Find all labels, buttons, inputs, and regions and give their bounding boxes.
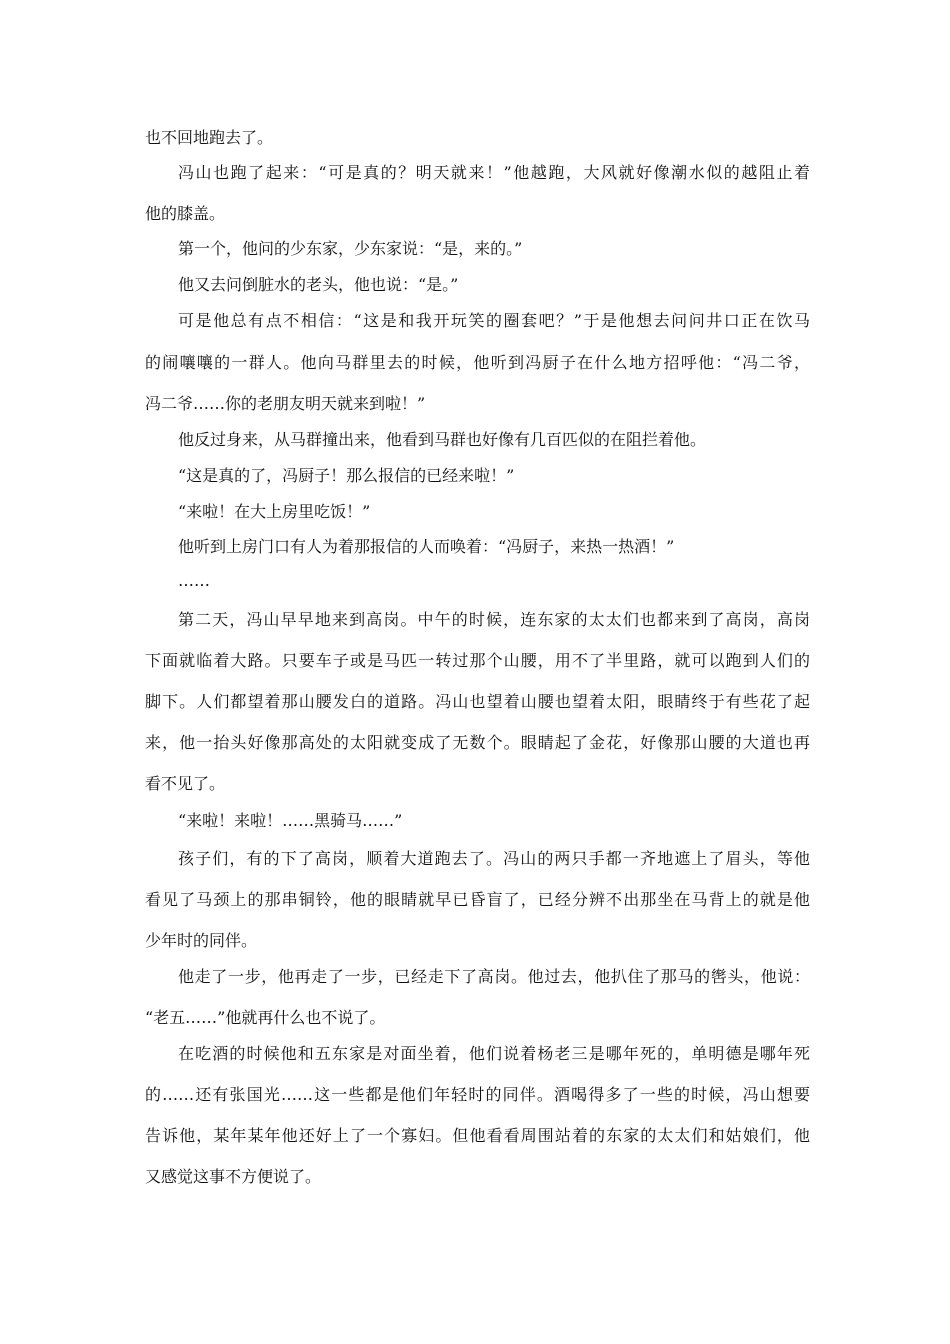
text-line: 来，他一抬头好像那高处的太阳就变成了无数个。眼睛起了金花，好像那山腰的大道也再 xyxy=(145,733,810,752)
text-line: 又感觉这事不方便说了。 xyxy=(145,1167,322,1186)
text-line: 孩子们，有的下了高岗，顺着大道跑去了。冯山的两只手都一齐地遮上了眉头，等他 xyxy=(178,849,810,868)
text-line: 他走了一步，他再走了一步，已经走下了高岗。他过去，他扒住了那马的辔头，他说： xyxy=(178,967,810,986)
text-line: 可是他总有点不相信：“这是和我开玩笑的圈套吧？”于是他想去问问井口正在饮马 xyxy=(178,311,810,330)
text-line: 第一个，他问的少东家，少东家说：“是，来的。” xyxy=(178,239,523,258)
text-line: 在吃酒的时候他和五东家是对面坐着，他们说着杨老三是哪年死的，单明德是哪年死 xyxy=(178,1044,810,1063)
text-line: 的闹嚷嚷的一群人。他向马群里去的时候，他听到冯厨子在什么地方招呼他：“冯二爷， xyxy=(145,353,810,372)
text-line: 脚下。人们都望着那山腰发白的道路。冯山也望着山腰也望着太阳，眼睛终于有些花了起 xyxy=(145,692,810,711)
text-line: 也不回地跑去了。 xyxy=(145,128,274,147)
text-line: 冯山也跑了起来：“可是真的？明天就来！”他越跑，大风就好像潮水似的越阻止着 xyxy=(178,163,810,182)
text-line: 看不见了。 xyxy=(145,774,226,793)
text-line: “来啦！来啦！……黑骑马……” xyxy=(178,811,403,830)
text-line: 少年时的同伴。 xyxy=(145,931,258,950)
text-line: 下面就临着大路。只要车子或是马匹一转过那个山腰，用不了半里路，就可以跑到人们的 xyxy=(145,651,810,670)
text-line: …… xyxy=(178,571,210,590)
text-line: 第二天，冯山早早地来到高岗。中午的时候，连东家的太太们也都来到了高岗，高岗 xyxy=(178,610,810,629)
text-line: “老五……”他就再什么也不说了。 xyxy=(145,1008,386,1027)
text-line: 看见了马颈上的那串铜铃，他的眼睛就早已昏盲了，已经分辨不出那坐在马背上的就是他 xyxy=(145,890,810,909)
text-line: 他听到上房门口有人为着那报信的人而唤着：“冯厨子，来热一热酒！” xyxy=(178,537,675,556)
text-line: 他反过身来，从马群撞出来，他看到马群也好像有几百匹似的在阻拦着他。 xyxy=(178,430,707,449)
text-line: “这是真的了，冯厨子！那么报信的已经来啦！” xyxy=(178,466,515,485)
text-line: 他的膝盖。 xyxy=(145,204,226,223)
text-line: “来啦！在大上房里吃饭！” xyxy=(178,502,371,521)
text-line: 他又去问倒脏水的老头，他也说：“是。” xyxy=(178,275,459,294)
text-line: 告诉他，某年某年他还好上了一个寡妇。但他看看周围站着的东家的太太们和姑娘们，他 xyxy=(145,1126,810,1145)
text-line: 冯二爷……你的老朋友明天就来到啦！” xyxy=(145,394,426,413)
text-line: 的……还有张国光……这一些都是他们年轻时的同伴。酒喝得多了一些的时候，冯山想要 xyxy=(145,1085,810,1104)
